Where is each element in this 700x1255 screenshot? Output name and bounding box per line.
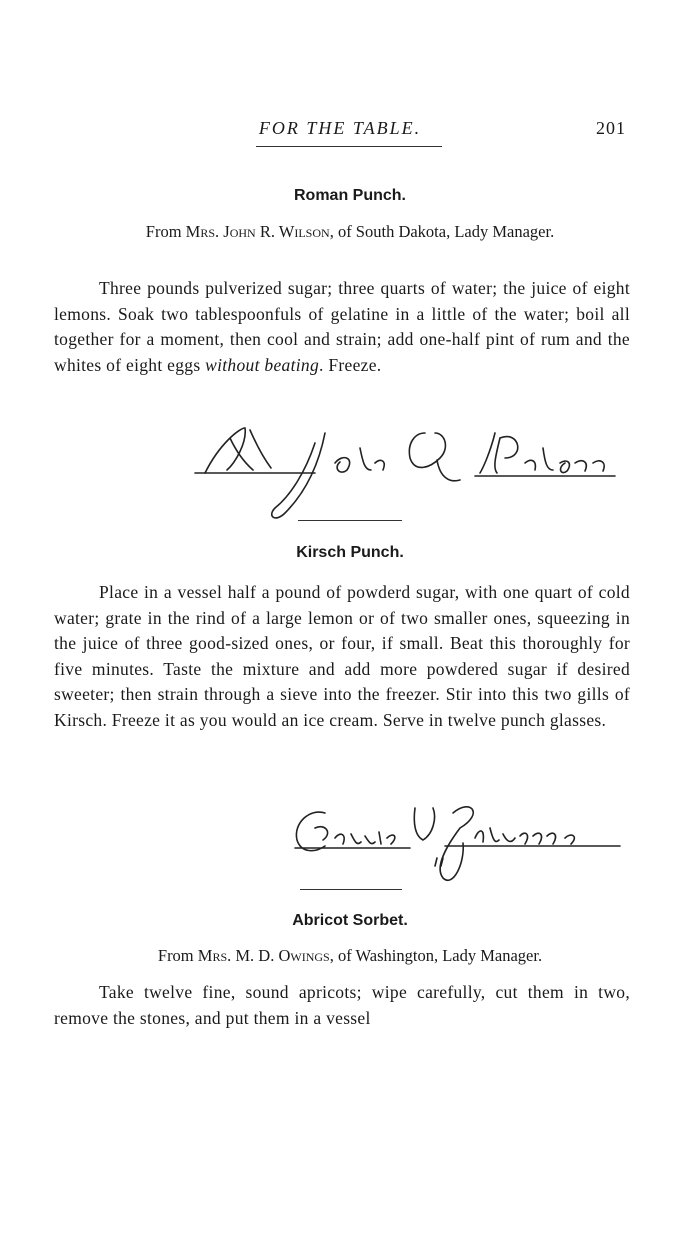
running-head (54, 118, 626, 148)
recipe-body-roman-punch (54, 276, 630, 378)
byline-from: From (157, 946, 198, 965)
byline-roman-punch (100, 222, 600, 242)
byline-name: Mrs. M. D. Owings (197, 946, 330, 965)
byline-from: From (145, 222, 186, 241)
recipe-title-roman-punch: Roman Punch. (293, 187, 406, 204)
handwritten-signature-wilson (175, 418, 635, 523)
section-separator-2 (300, 889, 402, 890)
body-text-end: . Freeze. (319, 354, 382, 375)
byline-rest: , of Washington, Lady Manager. (329, 946, 543, 965)
recipe-body-abricot-sorbet: Take twelve fine, sound apricots; wipe carefully, cut them in two, remove the stones, and put them in a vessel (54, 982, 630, 1028)
section-separator (298, 520, 402, 521)
body-text: Three pounds pulverized sugar; three quarts of water; the juice of eight lemons. Soak two tablespoonfuls of gelatine in a little of the water; boil all together for a moment, then cool and strain; add one-half pint of rum and the whites of eight eggs (54, 278, 630, 375)
header-rule (256, 146, 442, 147)
byline-rest: , of South Dakota, Lady Manager. (329, 222, 555, 241)
page-number: 201 (596, 118, 626, 138)
byline-name: Mrs. John R. Wilson (185, 222, 330, 241)
recipe-title-abricot-sorbet: Abricot Sorbet. (292, 912, 408, 929)
byline-abricot-sorbet (60, 946, 640, 966)
running-title: FOR THE TABLE. (258, 118, 422, 138)
recipe-body-kirsch-punch: Place in a vessel half a pound of powderd sugar, with one quart of cold water; grate in the rind of a large lemon or of two smaller ones, squeezing in the juice of three good-sized ones, or four, if small. Beat this thoroughly for five minutes. Taste the mixture and add more powdered sugar if desired sweeter; then strain through a sieve into the freezer. Stir into this two gills of Kirsch. Freeze it as you would an ice cream. Serve in twelve punch glasses. (54, 582, 630, 730)
body-emphasis: without beating (205, 354, 320, 375)
recipe-title-kirsch-punch: Kirsch Punch. (296, 544, 404, 561)
handwritten-signature-shuman (285, 798, 645, 890)
